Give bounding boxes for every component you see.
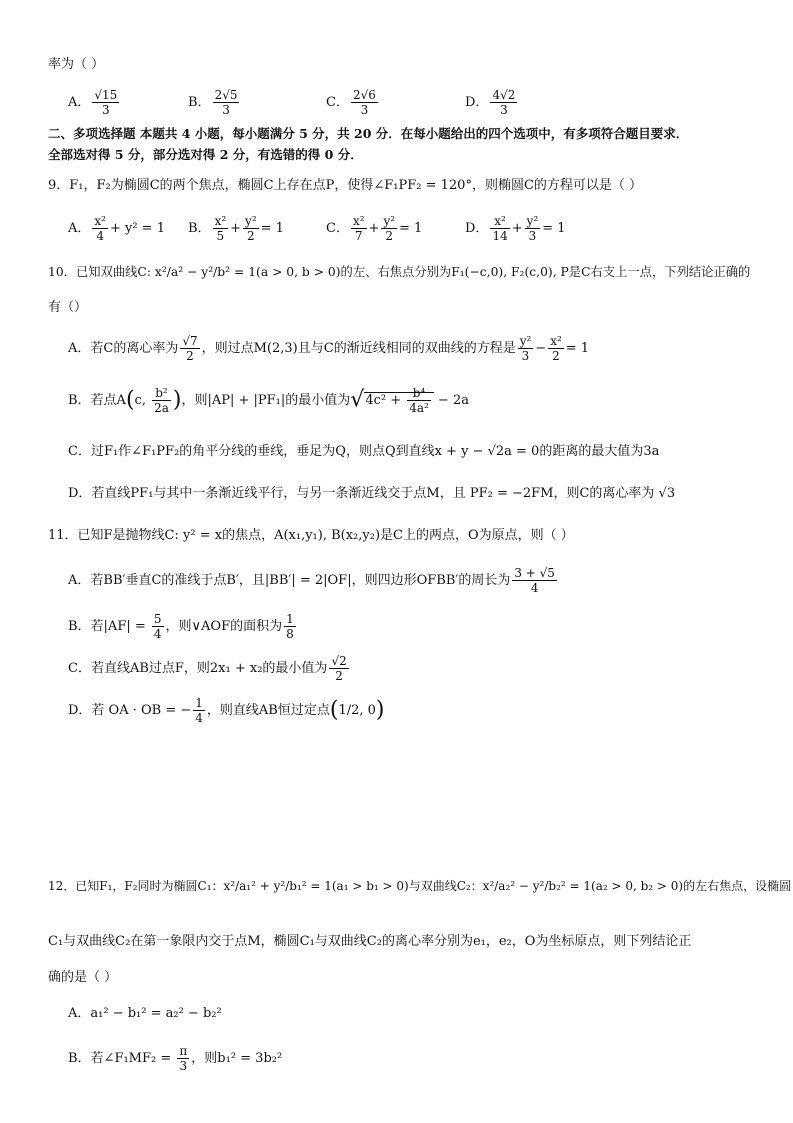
q8-option-c: C． $\frac{2√6}{3}$	[326, 88, 376, 117]
q10-option-d: D．若直线PF₁与其中一条渐近线平行，与另一条渐近线交于点M，且 PF₂ = −2FM，则C的离心率为 √3	[68, 486, 676, 501]
q11-stem: 11．已知F是抛物线C: y² = x的焦点，A(x₁,y₁), B(x₂,y₂)是C上的两点，O为原点，则（ ）	[48, 528, 574, 543]
q9-option-c: C． $\frac{\text{x²}}{7}$ + $\frac{\text{y²}}{2}$ = 1	[326, 214, 423, 243]
q9-option-a: A． $\frac{\text{x²}}{4}$ + y² = 1	[68, 214, 165, 243]
section-heading: 二、多项选择题 本题共 4 小题，每小题满分 5 分，共 20 分．在每小题给出的四个选项中，有多项符合题目要求．	[48, 126, 689, 141]
q10-stem-2: 有（）	[48, 300, 88, 315]
q12-option-b: B．若∠F₁MF₂ = $\frac{\pi}{3}$ ，则b₁² = 3b₂²	[68, 1044, 283, 1073]
q9-option-b: B． $\frac{\text{x²}}{5}$ + $\frac{\text{y²}}{2}$ = 1	[188, 214, 284, 243]
q8-option-b: B． $\frac{2√5}{3}$	[188, 88, 238, 117]
q8-option-d: D． $\frac{4√2}{3}$	[465, 88, 516, 117]
q10-stem: 10．已知双曲线C: x²/a² − y²/b² = 1(a > 0, b > 0)的左、右焦点分别为F₁(−c,0), F₂(c,0), P是C右支上一点，下列结论正确的	[48, 265, 751, 279]
q11-option-c: C．若直线AB过点F，则2x₁ + x₂的最小值为 $\frac{√2}{2}$	[68, 654, 347, 683]
q12-stem-3: 确的是（ ）	[48, 970, 118, 985]
q12-stem-2: C₁与双曲线C₂在第一象限内交于点M，椭圆C₁与双曲线C₂的离心率分别为e₁，e₂，O为坐标原点，则下列结论正	[48, 934, 692, 949]
q11-option-b: B．若|AF| = $\frac{5}{4}$ ，则∨AOF的面积为 $\frac{1}{8}$	[68, 612, 294, 641]
q11-option-a: A．若BB′垂直C的准线于点B′，且|BB′| = 2|OF|，则四边形OFBB′的周长为 $\frac{3 + √5}{4}$	[68, 566, 555, 595]
q12-option-a: A．a₁² − b₁² = a₂² − b₂²	[68, 1006, 222, 1021]
q10-option-a: A．若C的离心率为 $\frac{√7}{2}$ ，则过点M(2,3)且与C的渐近线相同的双曲线的方程是 $\frac{\text{y²}}{3}$ − $\frac{\text{x²}}{2}$ = 1	[68, 334, 590, 363]
q8-option-a: A． $\frac{√15}{3}$	[68, 88, 118, 117]
q11-option-d: D．若 OA · OB = − $\frac{1}{4}$ ，则直线AB恒过定点(1/2, 0)	[68, 696, 385, 725]
q8-stem-tail: 率为（ ）	[48, 57, 105, 72]
q10-option-c: C．过F₁作∠F₁PF₂的角平分线的垂线，垂足为Q，则点Q到直线x + y − √2a = 0的距离的最大值为3a	[68, 444, 660, 459]
q9-option-d: D． $\frac{\text{x²}}{14}$ + $\frac{\text{y²}}{3}$ = 1	[465, 214, 566, 243]
q9-stem: 9．F₁，F₂为椭圆C的两个焦点，椭圆C上存在点P，使得∠F₁PF₂ = 120°，则椭圆C的方程可以是（ ）	[48, 178, 643, 193]
section-heading-2: 全部选对得 5 分，部分选对得 2 分，有选错的得 0 分．	[48, 147, 363, 162]
q10-option-b: B．若点A(c, $\frac{\text{b²}}{2a}$ )，则|AP| + |PF₁|的最小值为√4c² + $\frac{\text{b⁴}}{\text{4a²}}$ − 2a	[68, 386, 470, 415]
q12-stem: 12．已知F₁，F₂同时为椭圆C₁：x²/a₁² + y²/b₁² = 1(a₁ > b₁ > 0)与双曲线C₂：x²/a₂² − y²/b₂² = 1(a₂ > 0, b₂ > 0)的左右焦点，设椭圆	[48, 879, 792, 893]
